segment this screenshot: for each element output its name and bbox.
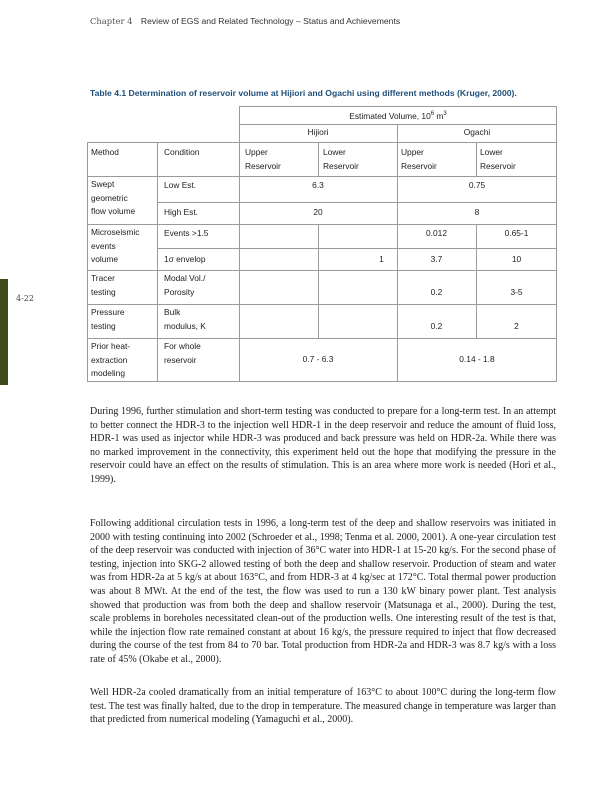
condition-events: Events >1.5 [164,228,209,238]
table-col-rule [318,142,319,176]
swept-low-hijiori: 6.3 [312,180,324,190]
ogachi-upper-header: Upper Reservoir [401,147,437,171]
table-rule [239,124,557,125]
micro-envelop-ogachi-lower: 10 [511,254,522,264]
condition-header: Condition [164,147,200,157]
ogachi-header: Ogachi [463,127,491,137]
table-border-right [556,106,557,382]
hijiori-header: Hijiori [307,127,329,137]
hijiori-lower-header: Lower Reservoir [323,147,359,171]
swept-high-hijiori: 20 [313,207,323,217]
method-pressure: Pressure testing [91,307,125,331]
swept-high-ogachi: 8 [474,207,480,217]
page-number: 4-22 [16,294,34,303]
table-title: Table 4.1 Determination of reservoir volume at Hijiori and Ogachi using different methods (Kruger, 2000). [90,88,517,98]
condition-tracer: Modal Vol./ Porosity [164,273,206,297]
reservoir-volume-table [87,106,557,382]
condition-prior: For whole reservoir [164,341,201,365]
table-border-left [87,142,88,382]
micro-events-ogachi-lower: 0.65-1 [504,228,529,238]
method-tracer: Tracer testing [91,273,116,297]
chapter-label: Chapter 4 [90,16,133,26]
method-microseismic: Microseismic events volume [91,227,140,264]
micro-envelop-hijiori-lower: 1 [379,254,384,264]
body-paragraph: Well HDR-2a cooled dramatically from an initial temperature of 163°C to about 100°C during the long-term flow test. The test was finally halted, due to the drop in temperature. The measured change in temperature was larger than that predicted from numerical modeling (Yamaguchi et al., 2000). [90,687,556,726]
table-rule [157,202,557,203]
hijiori-upper-header: Upper Reservoir [245,147,281,171]
table-col-rule [239,106,240,382]
tracer-ogachi-lower: 3-5 [510,287,523,297]
swept-low-ogachi: 0.75 [468,180,486,190]
method-header: Method [91,147,119,157]
method-prior-modeling: Prior heat- extraction modeling [91,341,131,378]
micro-envelop-ogachi-upper: 3.7 [430,254,443,264]
table-col-rule [318,224,319,338]
condition-pressure: Bulk modulus, K [164,307,206,331]
estimated-volume-header: Estimated Volume, $10^6$ $m^3$ [349,110,447,121]
body-paragraph: During 1996, further stimulation and short-term testing was conducted to prepare for a long-term test. In an attempt to better connect the HDR-3 to the injection well HDR-1 in the deep reservoir and reduce the amount of fluid loss, HDR-1 was used as injector while HDR-3 was produced and back pressure was held on HDR-2a. While there was no marked improvement in the connectivity, this experiment held out the hope that modifying the pressure in the reservoir could have an effect on the results of stimulation. This is an area where more work is needed (Hori et al., 1999). [90,406,556,485]
pressure-ogachi-upper: 0.2 [430,321,443,331]
table-col-rule [157,142,158,382]
body-paragraph: Following additional circulation tests in 1996, a long-term test of the deep and shallow reservoirs was initiated in 2000 with testing continuing into 2002 (Schroeder et al., 1998; Tenma et al. 2000, 2001). A one-year circulation test of the deep reservoir was conducted with injection of 36°C water into HDR-1 at 15-20 kg/s. For the second phase of testing, injection into SKG-2 allowed testing of both the deep and shallow reservoir. Production of steam and water was from HDR-2a at 5 kg/s at about 163°C, and from HDR-3 at 4 kg/sec at 172°C. Total thermal power production was about 8 MWt. At the end of the test, the flow was used to run a 130 kW binary power plant. Test analysis showed that production was from both the deep and shallow reservoir (Matsunaga et al., 2000). During the test, scale problems in boreholes necessitated clean-out of the production wells. One interesting result of the test is that, while the injection flow rate remained constant at about 16 kg/s, the pressure required to inject that flow decreased during the course of the test from 84 to 70 bar. Total production from HDR-2a and HDR-3 was 8.7 kg/s with a loss rate of 45% (Okabe et al., 2000). [90,518,556,665]
table-col-rule [476,142,477,176]
method-swept: Swept geometric flow volume [91,179,136,216]
condition-high-est: High Est. [164,207,198,217]
prior-hijiori: 0.7 - 6.3 [302,354,334,364]
ogachi-lower-header: Lower Reservoir [480,147,516,171]
side-tab-bar [0,279,8,385]
table-border-top [239,106,557,107]
running-head [90,16,400,26]
chapter-title: Review of EGS and Related Technology – Status and Achievements [140,16,401,26]
table-rule [157,248,557,249]
tracer-ogachi-upper: 0.2 [430,287,443,297]
pressure-ogachi-lower: 2 [514,321,519,331]
micro-events-ogachi-upper: 0.012 [426,228,447,238]
condition-low-est: Low Est. [164,180,197,190]
prior-ogachi: 0.14 - 1.8 [459,354,495,364]
condition-envelop: 1σ envelop [164,254,206,264]
